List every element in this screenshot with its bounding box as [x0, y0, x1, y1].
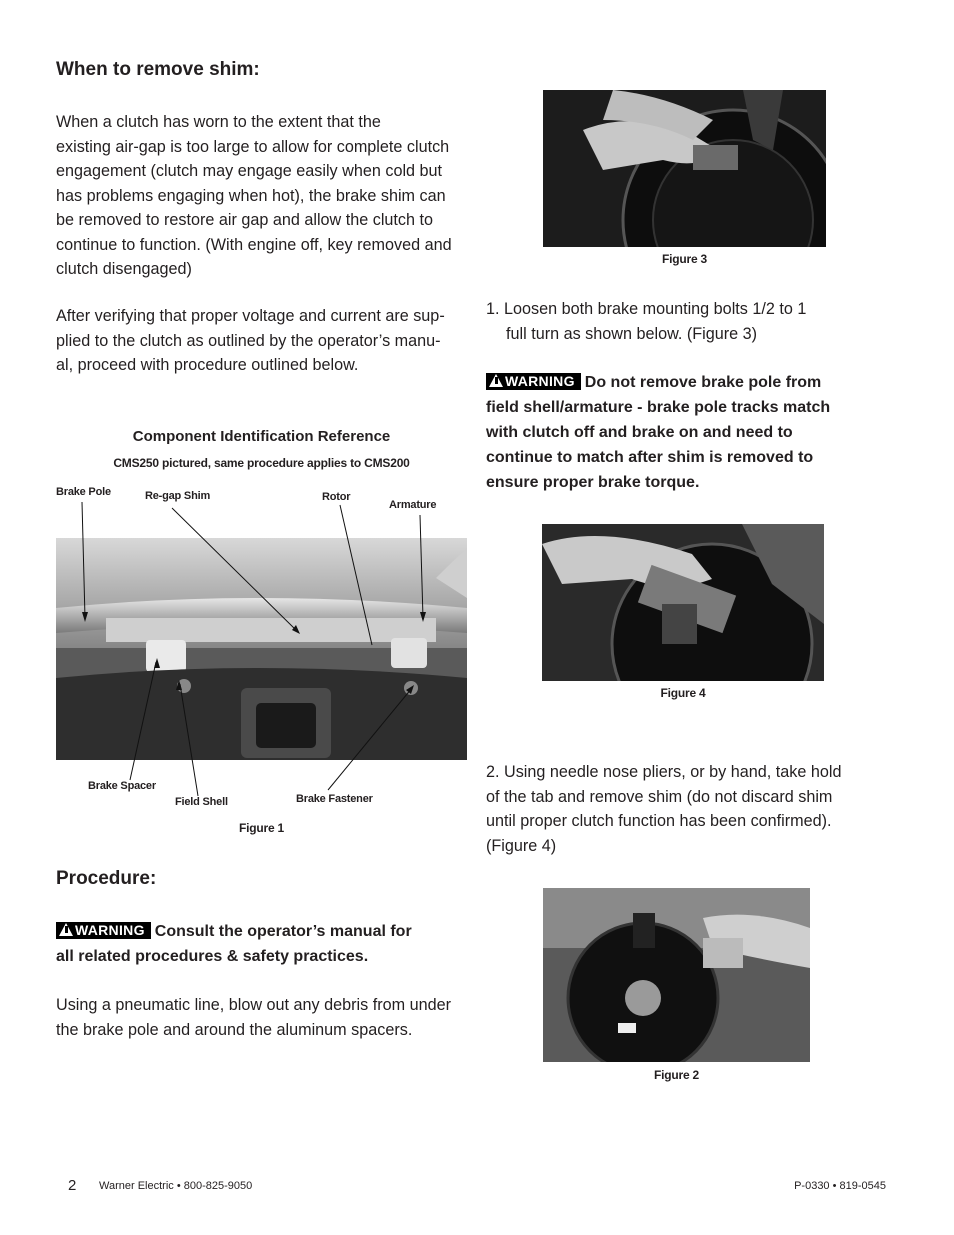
text-line: be removed to restore air gap and allow the clutch to	[56, 211, 434, 229]
warning-text: all related procedures & safety practices.	[56, 948, 369, 965]
text-line: After verifying that proper voltage and current are sup-	[56, 307, 445, 325]
label-brake-pole: Brake Pole	[56, 486, 111, 498]
text-line: until proper clutch function has been confirmed).	[486, 812, 832, 830]
warning-icon	[59, 923, 73, 936]
warning-icon	[489, 374, 503, 387]
heading-procedure: Procedure:	[56, 868, 157, 889]
page-number: 2	[68, 1177, 77, 1194]
text-line: 2. Using needle nose pliers, or by hand, take hold	[486, 763, 842, 781]
warning-text: continue to match after shim is removed to	[486, 449, 814, 466]
text-line: of the tab and remove shim (do not discard shim	[486, 787, 833, 806]
pneumatic-line-image	[543, 888, 810, 1062]
label-regap-shim: Re-gap Shim	[145, 490, 211, 502]
text-line: engagement (clutch may engage easily when cold but	[56, 162, 443, 180]
heading-when-to-remove-shim: When to remove shim:	[56, 59, 260, 80]
label-brake-fastener: Brake Fastener	[296, 793, 373, 805]
warning-text: ensure proper brake torque.	[486, 474, 700, 491]
text-line: plied to the clutch as outlined by the operator’s manu-	[56, 331, 441, 350]
text-line: When a clutch has worn to the extent that the	[56, 113, 381, 131]
figure3-photo	[543, 90, 826, 247]
warning-badge: WARNING	[56, 922, 151, 939]
brake-pole-warning	[486, 370, 926, 495]
component-subtitle: CMS250 pictured, same procedure applies to CMS200	[113, 456, 410, 470]
text-line: continue to function. (With engine off, key removed and	[56, 235, 452, 254]
step2-paragraph	[486, 760, 926, 858]
figure4-photo	[542, 524, 824, 681]
warning-text: Consult the operator’s manual for	[154, 923, 412, 940]
removing-shim-image	[542, 524, 824, 681]
label-armature: Armature	[389, 499, 437, 511]
label-field-shell: Field Shell	[175, 796, 228, 808]
figure2-caption: Figure 2	[653, 1068, 700, 1082]
text-line: clutch disengaged)	[56, 260, 192, 278]
procedure-warning	[56, 919, 486, 969]
figure3-caption: Figure 3	[661, 252, 708, 266]
warning-text: with clutch off and brake on and need to	[486, 424, 793, 441]
text-line: (Figure 4)	[486, 836, 557, 855]
warning-text: field shell/armature - brake pole tracks match	[486, 399, 831, 416]
warning-text: Do not remove brake pole from	[584, 374, 822, 391]
text-line: full turn as shown below. (Figure 3)	[506, 324, 758, 343]
figure1-callout-lines	[0, 0, 480, 820]
warning-badge: WARNING	[486, 373, 581, 390]
step1-paragraph	[486, 297, 926, 346]
text-line: 1. Loosen both brake mounting bolts 1/2 to 1	[486, 300, 807, 318]
figure1-caption: Figure 1	[238, 821, 285, 835]
label-rotor: Rotor	[322, 491, 351, 503]
loosening-bolts-image	[543, 90, 826, 247]
debris-paragraph	[56, 993, 486, 1042]
text-line: existing air-gap is too large to allow for complete clutch	[56, 137, 450, 156]
footer-doc-number: P-0330 • 819-0545	[794, 1180, 886, 1192]
text-line: Using a pneumatic line, blow out any debris from under	[56, 996, 452, 1014]
text-line: has problems engaging when hot), the brake shim can	[56, 186, 446, 205]
label-brake-spacer: Brake Spacer	[88, 780, 156, 792]
text-line: the brake pole and around the aluminum spacers.	[56, 1020, 413, 1039]
figure4-caption: Figure 4	[660, 686, 706, 700]
figure2-photo	[543, 888, 810, 1062]
footer-company: Warner Electric • 800-825-9050	[99, 1180, 253, 1192]
component-title: Component Identification Reference	[132, 428, 391, 445]
text-line: al, proceed with procedure outlined below.	[56, 356, 359, 374]
